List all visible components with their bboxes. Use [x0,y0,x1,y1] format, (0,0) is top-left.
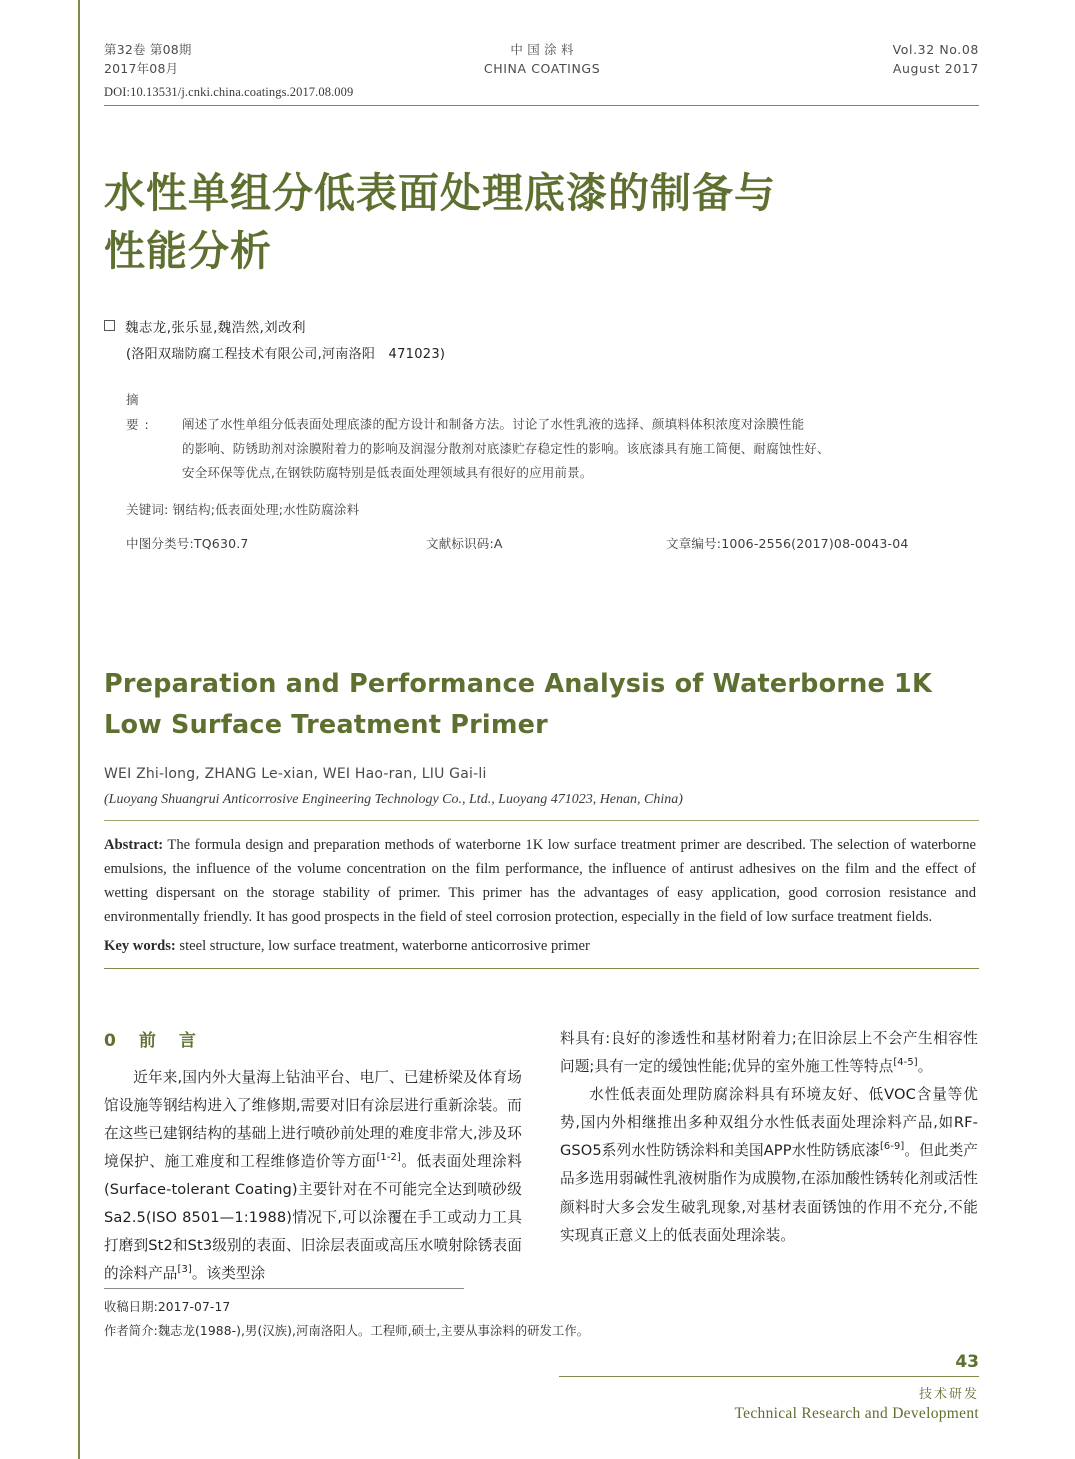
left-vertical-rule [78,0,80,1459]
abstract-zh-line-3: 安全环保等优点,在钢铁防腐特别是低表面处理领域具有很好的应用前景。 [182,465,593,481]
header-left [104,40,192,79]
received-date: 收稿日期:2017-07-17 [104,1300,231,1314]
abstract-label-en: Abstract: [104,837,164,854]
abstract-en [104,834,976,929]
volume-issue-zh: 第32卷 第08期 [104,42,192,57]
citation-ref-1: [1-2] [376,1152,401,1164]
affiliation-zh: (洛阳双瑞防腐工程技术有限公司,河南洛阳 471023) [126,347,446,363]
header-divider [104,105,979,106]
article-id: 文章编号:1006-2556(2017)08-0043-04 [666,535,909,551]
paragraph-right-2-b: 。但此类产品多选用弱碱性乳液树脂作为成膜物,在添加酸性锈转化剂或活性颜料时大多会发生破乳现象,对基材表面锈蚀的作用不充分,不能实现真正意义上的低表面处理涂装。 [560,1142,978,1244]
paragraph-right-1 [560,1025,978,1081]
page-number: 43 [955,1352,979,1372]
keywords-en [104,938,976,955]
title-zh-line-2: 性能分析 [104,226,272,275]
body-column-left [104,1025,522,1288]
abstract-zh-line-1: 阐述了水性单组分低表面处理底漆的配方设计和制备方法。讨论了水性乳液的选择、颜填料体积浓度对涂膜性能 [182,416,805,432]
paragraph-right-2-a: 水性低表面处理防腐涂料具有环境友好、低VOC含量等优势,国内外相继推出多种双组分水性低表面处理涂料产品,如RF-GSO5系列水性防锈涂料和美国APP水性防锈底漆 [560,1086,978,1160]
keywords-zh: 关键词: 钢结构;低表面处理;水性防腐涂料 [126,501,360,517]
author-bio: 作者简介:魏志龙(1988-),男(汉族),河南洛阳人。工程师,硕士,主要从事涂料的研发工作。 [104,1323,590,1338]
paragraph-right-1-a: 料具有:良好的渗透性和基材附着力;在旧涂层上不会产生相容性问题;具有一定的缓蚀性能;优异的室外施工性等特点 [560,1030,978,1076]
authors-zh-text: 魏志龙,张乐显,魏浩然,刘改利 [125,320,306,337]
paragraph-left-1 [104,1064,522,1288]
footnote-divider [104,1288,464,1289]
citation-ref-3: [3] [177,1264,192,1276]
paragraph-left-1-b: 。低表面处理涂料(Surface-tolerant Coating)主要针对在不可能完全达到喷砂级Sa2.5(ISO 8501—1:1988)情况下,可以涂覆在手工或动力工具打磨到St2和St3级别的表面、旧涂层表面或高压水喷射除锈表面的涂料产品 [104,1153,522,1283]
abstract-en-text: The formula design and preparation methods of waterborne 1K low surface treatment primer are described. The selection of waterborne emulsions, the influence of the volume concentration on the film performance, the influence of antirust adhesives on the film and the effect of wetting dispersant on the storage stability of primer. This primer has the advantages of easy application, good corrosion resistance and environmentally friendly. It has good prospects in the field of steel corrosion protection, especially in the field of low surface treatment fields. [104,837,976,925]
english-divider-top [104,820,979,821]
body-column-right [560,1025,978,1288]
page-title-en: Preparation and Performance Analysis of Waterborne 1K Low Surface Treatment Primer [104,668,932,740]
abstract-label-zh: 摘 要: [126,392,164,432]
abstract-zh [126,388,936,486]
keywords-en-text: steel structure, low surface treatment, waterborne anticorrosive primer [175,938,590,955]
page-header [104,0,979,79]
authors-en: WEI Zhi-long, ZHANG Le-xian, WEI Hao-ran, LIU Gai-li [104,766,487,783]
footer-divider [559,1376,979,1377]
clc-number: 中图分类号:TQ630.7 [126,535,249,551]
paragraph-right-1-b: 。 [917,1058,933,1076]
page-footer [559,1352,979,1423]
date-en: August 2017 [892,61,979,77]
page-content [104,0,979,1459]
volume-issue-en: Vol.32 No.08 [892,42,979,57]
paragraph-left-1-c: 。该类型涂 [191,1265,266,1283]
page-title-zh [104,164,979,280]
journal-name-zh: 中 国 涂 料 [510,42,574,57]
bullet-square-icon [104,320,115,331]
header-right [893,40,979,79]
keywords-label-en: Key words: [104,938,176,955]
footer-section-zh: 技术研发 [918,1387,979,1402]
header-center [484,40,600,79]
authors-zh [104,316,979,336]
affiliation-en: (Luoyang Shuangrui Anticorrosive Engineering Technology Co., Ltd., Luoyang 471023, Henan, China) [104,792,683,808]
footnotes [104,1296,964,1344]
footer-section-en: Technical Research and Development [734,1405,979,1422]
date-zh: 2017年08月 [104,61,179,77]
title-zh-line-1: 水性单组分低表面处理底漆的制备与 [104,168,776,217]
paragraph-right-2 [560,1081,978,1249]
citation-ref-4: [4-5] [893,1057,918,1069]
body-columns [104,1025,979,1288]
section-heading-intro: 0 前 言 [104,1031,199,1052]
abstract-zh-line-2: 的影响、防锈助剂对涂膜附着力的影响及润湿分散剂对底漆贮存稳定性的影响。该底漆具有施工简便、耐腐蚀性好、 [182,440,830,456]
citation-ref-6: [6-9] [879,1141,905,1153]
journal-name-en: CHINA COATINGS [483,61,601,77]
document-code: 文献标识码:A [426,535,503,551]
classification-row [126,534,956,552]
doi-text: DOI:10.13531/j.cnki.china.coatings.2017.08.009 [104,84,354,99]
english-divider-bottom [104,968,979,969]
paragraph-left-1-a: 近年来,国内外大量海上钻油平台、电厂、已建桥梁及体育场馆设施等钢结构进入了维修期,需要对旧有涂层进行重新涂装。而在这些已建钢结构的基础上进行喷砂前处理的难度非常大,涉及环境保护、施工难度和工程维修造价等方面 [104,1069,522,1171]
